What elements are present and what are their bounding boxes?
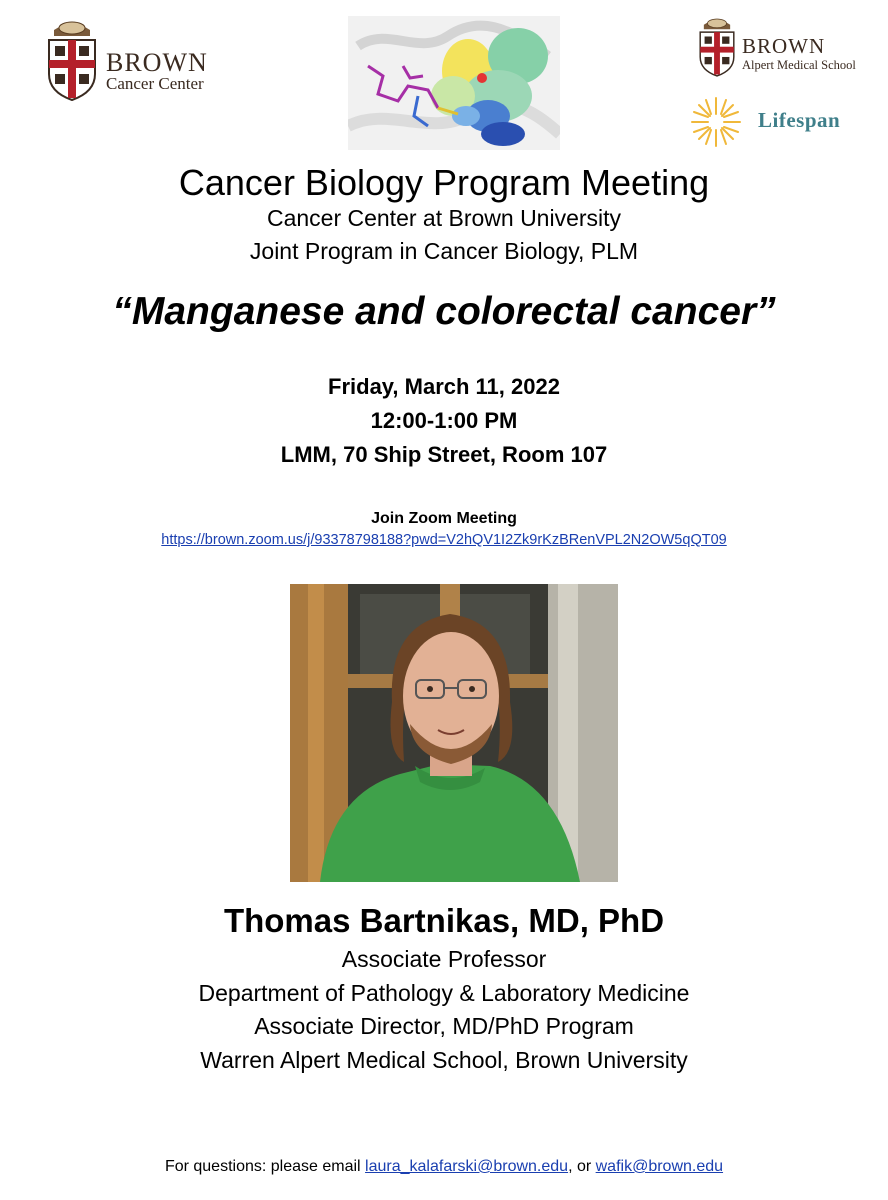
speaker-photo bbox=[290, 584, 618, 882]
event-date: Friday, March 11, 2022 bbox=[328, 374, 560, 399]
speaker-role-department: Department of Pathology & Laboratory Medicine bbox=[198, 980, 690, 1006]
email-link-laura[interactable]: laura_kalafarski@brown.edu bbox=[365, 1158, 569, 1175]
meeting-title: Cancer Biology Program Meeting bbox=[178, 162, 710, 203]
protein-structure-graphic bbox=[348, 16, 560, 150]
zoom-meeting-link[interactable]: https://brown.zoom.us/j/93378798188?pwd=V2hQV1I2Zk9rKzBRenVPL2N2OW5qQT09 bbox=[161, 532, 727, 548]
brown-shield-icon bbox=[698, 12, 736, 80]
speaker-role-program: Associate Director, MD/PhD Program bbox=[254, 1013, 634, 1039]
meeting-subtitle-cancer-center: Cancer Center at Brown University bbox=[266, 205, 622, 231]
lifespan-wordmark: Lifespan bbox=[758, 108, 841, 132]
brown-wordmark: BROWN bbox=[742, 34, 826, 58]
footer-contact bbox=[0, 1158, 888, 1176]
footer-prefix: For questions: please email bbox=[164, 1158, 366, 1175]
talk-title: “Manganese and colorectal cancer” bbox=[112, 290, 776, 333]
lifespan-logo bbox=[688, 94, 868, 150]
event-time: 12:00-1:00 PM bbox=[370, 408, 518, 433]
cancer-center-wordmark: Cancer Center bbox=[106, 74, 204, 93]
zoom-heading: Join Zoom Meeting bbox=[371, 510, 517, 527]
meeting-subtitle-joint-program: Joint Program in Cancer Biology, PLM bbox=[249, 238, 639, 264]
sunburst-icon bbox=[688, 94, 744, 150]
brown-alpert-medical-school-logo bbox=[698, 12, 878, 84]
email-link-wafik[interactable]: wafik@brown.edu bbox=[595, 1158, 724, 1175]
brown-wordmark: BROWN bbox=[106, 48, 208, 77]
footer-separator: , or bbox=[568, 1158, 596, 1175]
speaker-name: Thomas Bartnikas, MD, PhD bbox=[223, 902, 665, 939]
brown-cancer-center-logo bbox=[46, 16, 246, 106]
protein-structure-image bbox=[348, 16, 560, 150]
speaker-role-school: Warren Alpert Medical School, Brown University bbox=[200, 1047, 688, 1073]
speaker-role-title: Associate Professor bbox=[341, 946, 547, 972]
alpert-medical-school-wordmark: Alpert Medical School bbox=[742, 58, 856, 72]
speaker-portrait-graphic bbox=[290, 584, 618, 882]
brown-shield-icon bbox=[46, 16, 98, 102]
event-location: LMM, 70 Ship Street, Room 107 bbox=[280, 442, 608, 467]
